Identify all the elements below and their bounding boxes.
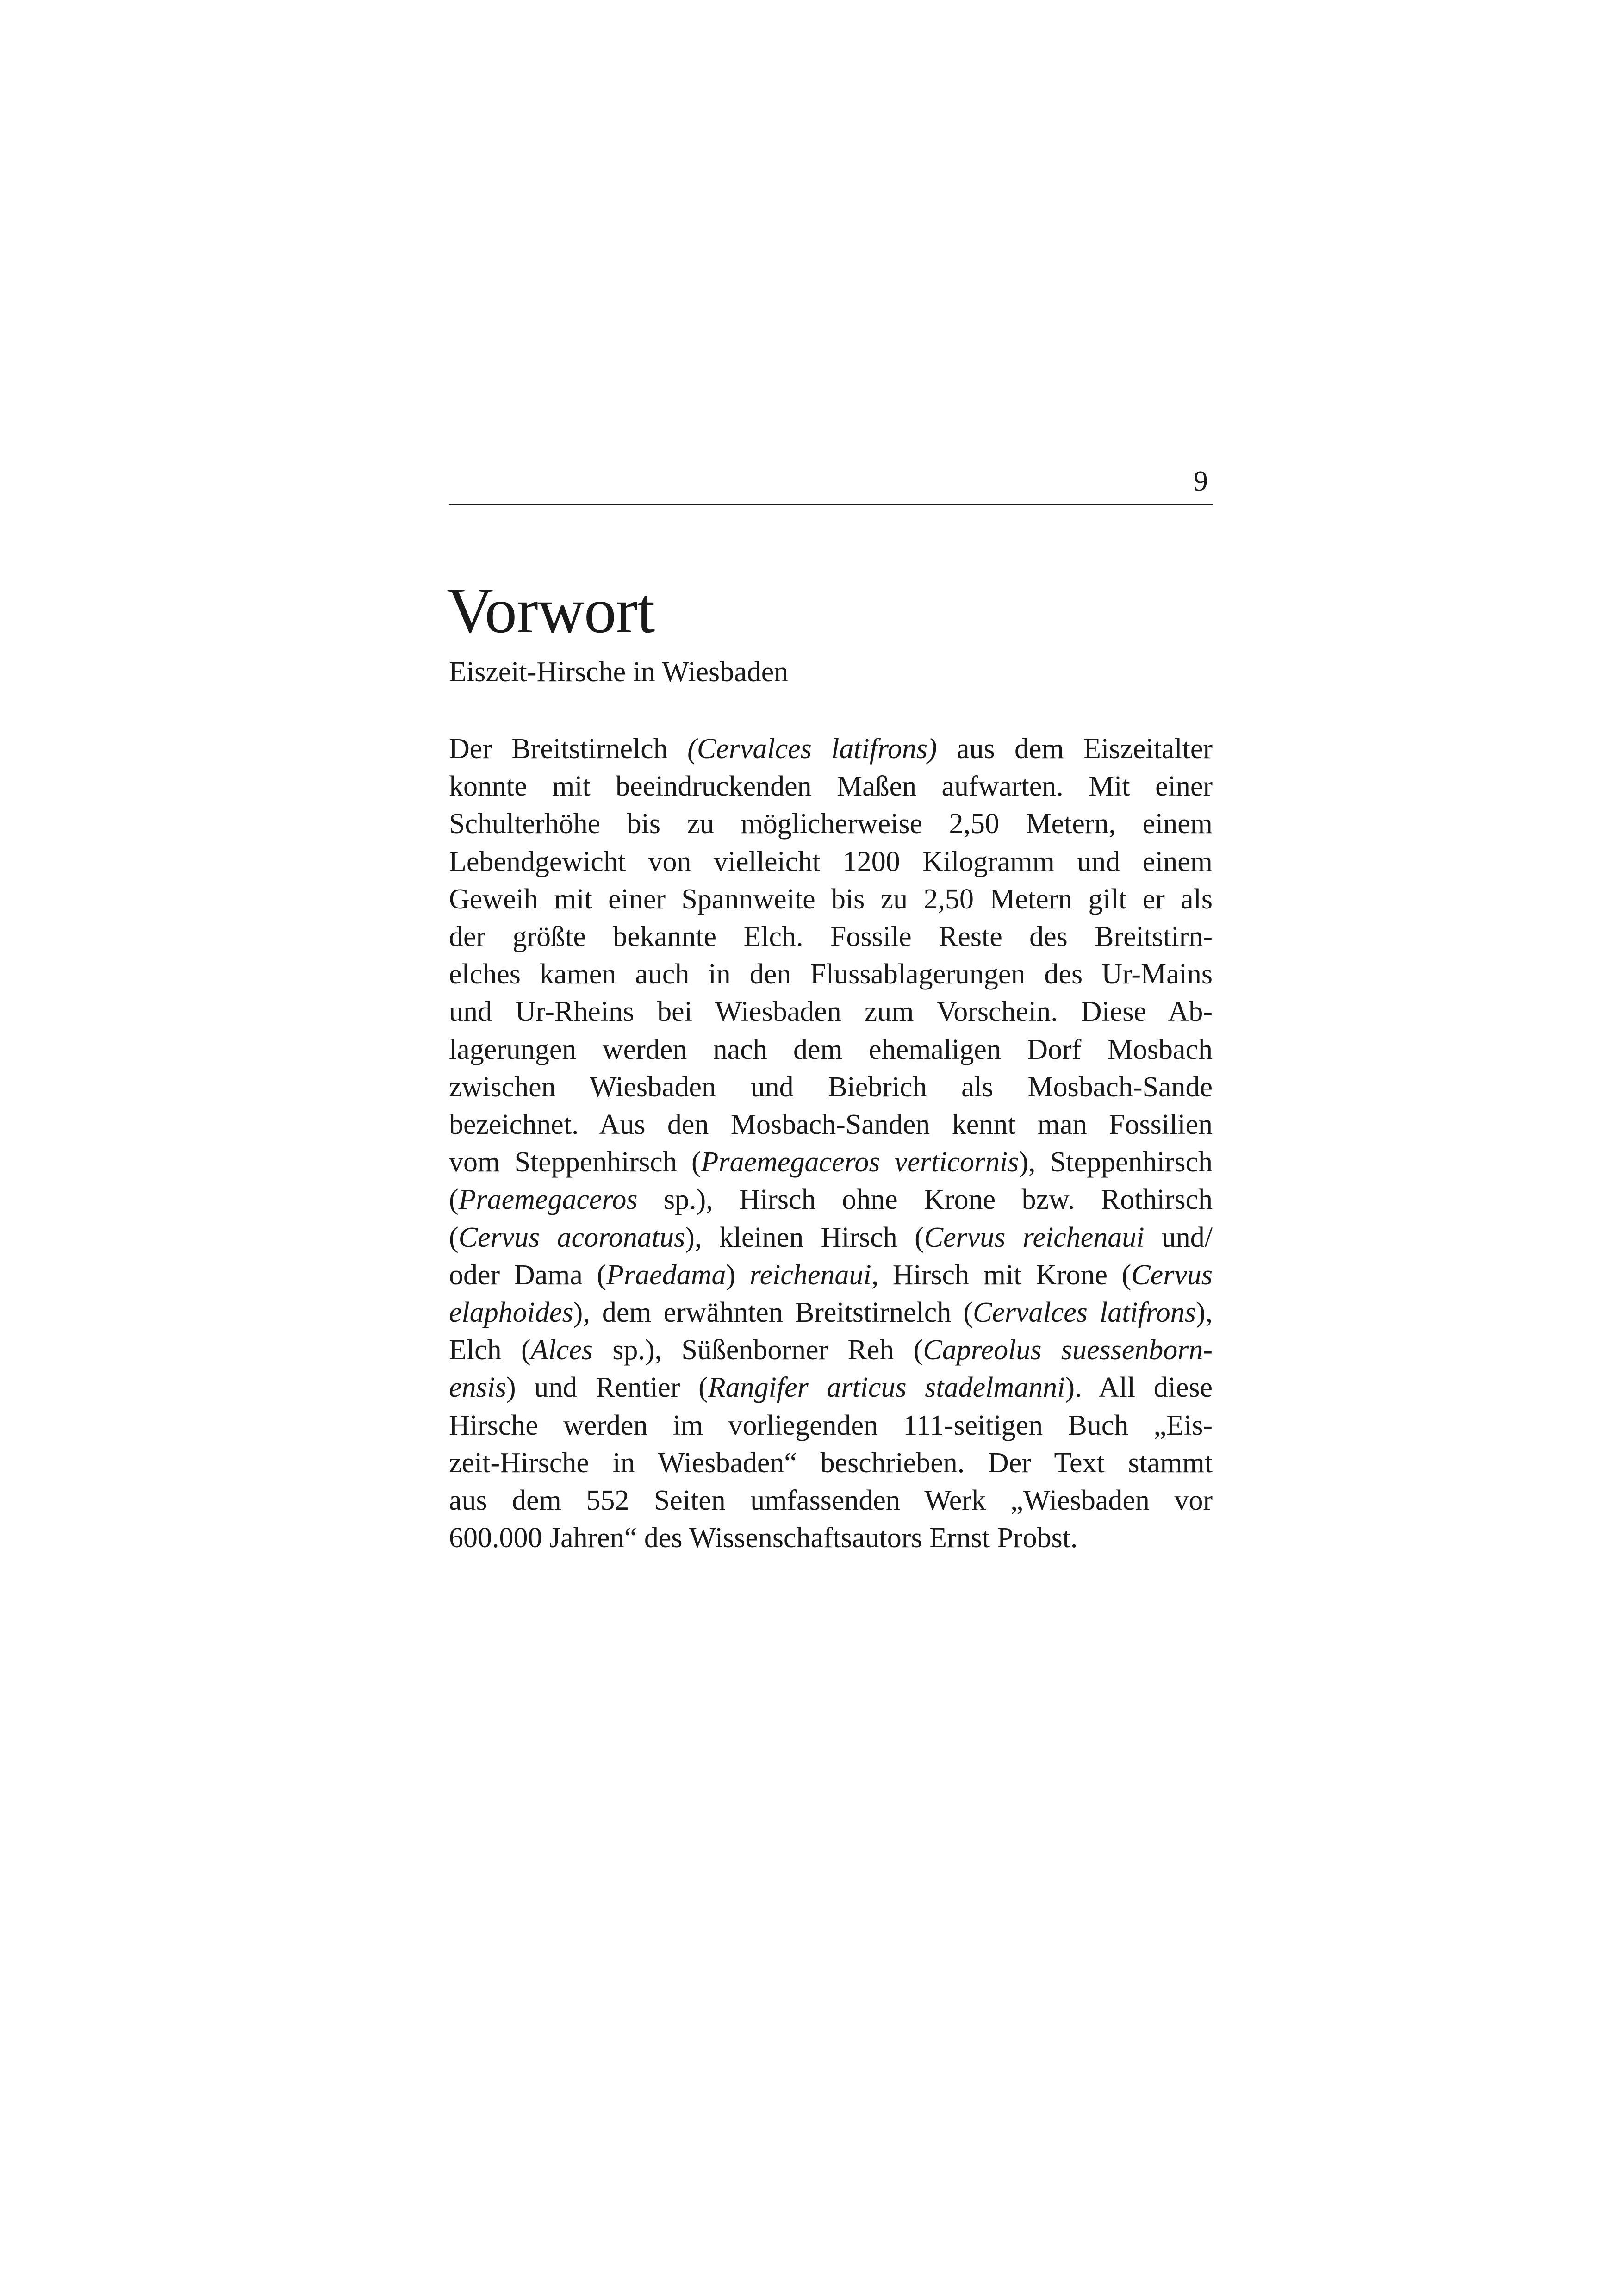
- text-run: oder Dama (: [449, 1259, 607, 1291]
- text-run: elches kamen auch in den Flussablagerungen des Ur-Mains: [449, 958, 1213, 990]
- text-run: der größte bekannte Elch. Fossile Reste des Breitstirn-: [449, 921, 1213, 953]
- text-run: und Ur-Rheins bei Wiesbaden zum Vorschein. Diese Ab-: [449, 996, 1213, 1028]
- text-line: [449, 1407, 1213, 1444]
- text-line: [449, 1369, 1213, 1406]
- italic-term: Praedama: [606, 1259, 726, 1291]
- text-run: ), dem erwähnten Breitstirnelch (: [573, 1297, 973, 1329]
- italic-term: Praemegaceros verticornis: [701, 1146, 1019, 1178]
- italic-term: reichenaui: [749, 1259, 871, 1291]
- chapter-subtitle: Eiszeit-Hirsche in Wiesbaden: [449, 656, 789, 688]
- text-line: [449, 1031, 1213, 1069]
- text-run: ), kleinen Hirsch (: [685, 1221, 924, 1253]
- italic-term: Cervalces latifrons: [973, 1297, 1196, 1329]
- italic-term: Cervus acoronatus: [458, 1221, 685, 1253]
- text-run: ), Steppenhirsch: [1019, 1146, 1213, 1178]
- text-run: ). All diese: [1065, 1372, 1213, 1404]
- text-line: [449, 1482, 1213, 1519]
- text-run: sp.), Süßenborner Reh (: [592, 1334, 923, 1366]
- text-run: Geweih mit einer Spannweite bis zu 2,50 Metern gilt er als: [449, 883, 1213, 915]
- italic-term: Praemegaceros: [458, 1184, 638, 1216]
- text-line: [449, 1144, 1213, 1181]
- text-line: [449, 1069, 1213, 1106]
- text-line: [449, 881, 1213, 918]
- text-run: ): [726, 1259, 750, 1291]
- text-run: vom Steppenhirsch (: [449, 1146, 701, 1178]
- text-run: ) und Rentier (: [506, 1372, 708, 1404]
- text-line: [449, 1219, 1213, 1257]
- italic-term: Capreolus suessenborn-: [923, 1334, 1213, 1366]
- text-run: (: [449, 1221, 459, 1253]
- text-run: ),: [1195, 1297, 1213, 1329]
- italic-term: Cervus: [1131, 1259, 1213, 1291]
- text-line: [449, 768, 1213, 805]
- text-line: [449, 1519, 1213, 1557]
- text-run: , Hirsch mit Krone (: [871, 1259, 1132, 1291]
- text-run: Der Breitstirnelch: [449, 733, 688, 765]
- italic-term: Alces: [530, 1334, 593, 1366]
- text-run: zeit-Hirsche in Wiesbaden“ beschrieben. Der Text stammt: [449, 1447, 1213, 1479]
- text-line: [449, 805, 1213, 843]
- text-line: [449, 1332, 1213, 1369]
- italic-term: (Cervalces latifrons): [687, 733, 937, 765]
- text-run: (: [449, 1184, 459, 1216]
- text-line: [449, 1257, 1213, 1294]
- text-line: [449, 1181, 1213, 1219]
- text-run: Schulterhöhe bis zu möglicherweise 2,50 Metern, einem: [449, 808, 1213, 840]
- text-line: [449, 918, 1213, 956]
- body-paragraph: [449, 730, 1213, 1557]
- header-rule: [449, 504, 1213, 505]
- text-line: [449, 1444, 1213, 1482]
- text-run: aus dem 552 Seiten umfassenden Werk „Wiesbaden vor: [449, 1485, 1213, 1517]
- text-run: bezeichnet. Aus den Mosbach-Sanden kennt man Fossilien: [449, 1109, 1213, 1141]
- text-run: aus dem Eiszeitalter: [937, 733, 1213, 765]
- text-run: und/: [1144, 1221, 1213, 1253]
- text-run: Lebendgewicht von vielleicht 1200 Kilogramm und einem: [449, 846, 1213, 877]
- italic-term: Rangifer articus stadelmanni: [708, 1372, 1065, 1404]
- text-run: lagerungen werden nach dem ehemaligen Dorf Mosbach: [449, 1033, 1213, 1065]
- italic-term: elaphoides: [449, 1297, 573, 1329]
- text-run: zwischen Wiesbaden und Biebrich als Mosbach-Sande: [449, 1071, 1213, 1103]
- text-run: Elch (: [449, 1334, 531, 1366]
- text-run: konnte mit beeindruckenden Maßen aufwarten. Mit einer: [449, 771, 1213, 803]
- italic-term: Cervus reichenaui: [924, 1221, 1145, 1253]
- text-run: sp.), Hirsch ohne Krone bzw. Rothirsch: [637, 1184, 1213, 1216]
- chapter-title: Vorwort: [447, 575, 655, 647]
- text-line: [449, 1106, 1213, 1144]
- text-line: [449, 843, 1213, 881]
- text-line: [449, 1294, 1213, 1332]
- text-line: [449, 993, 1213, 1031]
- text-run: Hirsche werden im vorliegenden 111-seitigen Buch „Eis-: [449, 1409, 1213, 1441]
- text-run: 600.000 Jahren“ des Wissenschaftsautors Ernst Probst.: [449, 1522, 1078, 1554]
- italic-term: ensis: [449, 1372, 506, 1404]
- text-line: [449, 730, 1213, 768]
- page-number: 9: [1194, 466, 1208, 497]
- text-line: [449, 956, 1213, 993]
